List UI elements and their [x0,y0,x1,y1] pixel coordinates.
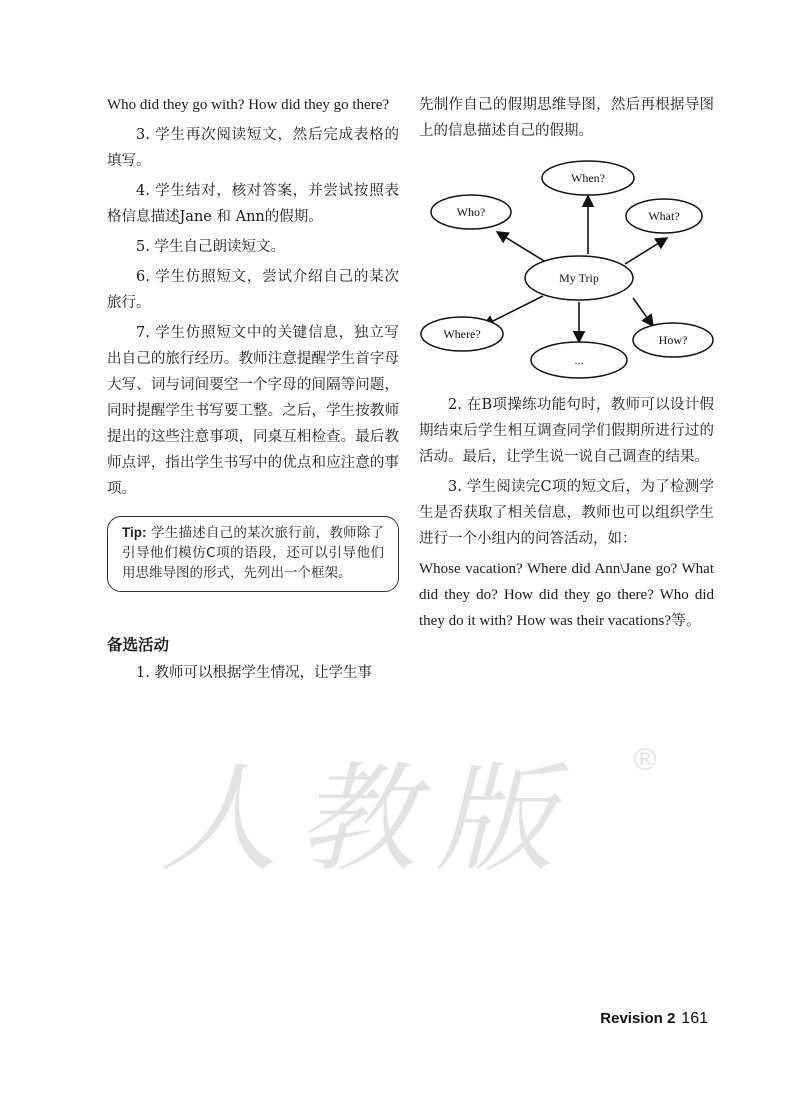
paragraph-step-4: 4. 学生结对，核对答案，并尝试按照表格信息描述Jane 和 Ann的假期。 [107,183,399,225]
paragraph-questions: Who did they go with? How did they go there? [107,97,390,113]
registered-mark-icon: ® [630,743,660,778]
paragraph-alt-1-cont: 先制作自己的假期思维导图，然后再根据导图上的信息描述自己的假期。 [419,97,714,139]
paragraph-alt-2: 2. 在B项操练功能句时，教师可以设计假期结束后学生相互调查同学们假期所进行过的活动。最后，让学生说一说自己调查的结果。 [419,397,714,465]
tip-text: 学生描述自己的某次旅行前，教师除了引导他们模仿C项的语段，还可以引导他们用思维导图的形式，先列出一个框架。 [122,525,384,581]
paragraph-alt-3-questions [419,556,714,634]
label-more: ... [574,353,584,367]
section-heading: 备选活动 [107,636,170,654]
right-column [419,92,714,638]
label-how: How? [658,333,688,347]
paragraph-step-3: 3. 学生再次阅读短文，然后完成表格的填写。 [107,127,399,169]
paragraph-alt-3: 3. 学生阅读完C项的短文后，为了检测学生是否获取了相关信息，教师也可以组织学生进行一个小组内的问答活动，如： [419,479,714,547]
questions-text: Whose vacation? Where did Ann\Jane go? What did they do? How did they go there? Who did they do it with? How was their vacations? [419,561,714,629]
label-where: Where? [443,327,481,341]
page-footer [600,1010,708,1028]
paragraph-step-7: 7. 学生仿照短文中的关键信息，独立写出自己的旅行经历。教师注意提醒学生首字母大写、词与词间要空一个字母的间隔等问题，同时提醒学生书写要工整。之后，学生按教师提出的这些注意事项，同桌互相检查。最后教师点评，指出学生书写中的优点和应注意的事项。 [107,325,399,497]
paragraph-alt-1: 1. 教师可以根据学生情况，让学生事 [136,665,372,681]
label-what: What? [648,209,680,223]
watermark-logo-text: 人教版 [160,750,575,888]
tip-label: Tip: [122,525,147,540]
tip-box [107,516,399,592]
label-who: Who? [456,205,486,219]
arrow-what [625,238,667,264]
page-number: 161 [681,1010,708,1027]
questions-tail: 等。 [671,613,702,629]
left-column [107,92,399,690]
paragraph-step-6: 6. 学生仿照短文，尝试介绍自己的某次旅行。 [107,269,399,311]
arrow-who [497,232,549,264]
label-when: When? [571,171,605,185]
paragraph-step-5: 5. 学生自己朗读短文。 [136,239,285,255]
footer-unit-label: Revision 2 [600,1010,676,1027]
publisher-watermark [160,720,680,900]
label-center: My Trip [559,271,599,285]
arrow-how [633,298,653,326]
arrow-where [483,296,543,326]
mind-map-diagram [419,150,714,380]
